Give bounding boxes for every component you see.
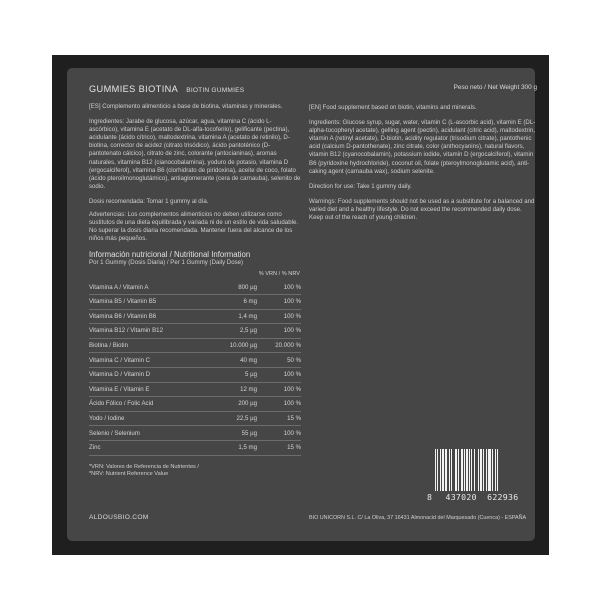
barcode-bar bbox=[466, 449, 468, 491]
nutrition-row bbox=[89, 367, 301, 382]
barcode-bar bbox=[449, 449, 450, 491]
left-column bbox=[89, 84, 301, 478]
nutrient-name: Vitamina B6 / Vitamin B6 bbox=[89, 309, 205, 324]
nutrition-per: Por 1 Gummy (Dosis Diaria) / Per 1 Gummy (Daily Dose) bbox=[89, 259, 244, 267]
es-intro: [ES] Complemento alimenticio a base de biotina, vitaminas y minerales. bbox=[89, 103, 283, 110]
nutrient-quantity: 200 µg bbox=[205, 397, 257, 412]
nutrition-title: Información nutricional / Nutritional Information bbox=[89, 250, 251, 260]
nutrient-vrn: 100 % bbox=[257, 397, 301, 412]
nutrient-vrn: 50 % bbox=[257, 353, 301, 368]
barcode-bar bbox=[440, 449, 441, 491]
es-ingredients: Ingredientes: Jarabe de glucosa, azúcar, agua, vitamina C (ácido L-ascórbico), vitamina E (acetato de DL-alfa-tocoferilo), gelificante (pectina), acidulante (ácido cítrico), maltodextrina, vitamina A (acetato de retinilo), D-biotina, corrector de acidez (citrato trisódico), ácido pantoténico (D-pantotenato cálcico), citrato de zinc, colorante (antocianinas), aromas naturales, vitamina B12 (cianocobalamina), yoduro de potasio, vitamina D (ergocalciferol), vitamina B6 (clorhidrato de piridoxina), aceite de coco, folato (ácido pteroilmonoglutámico), antiaglomerante (cera de carnauba), selenito de sodio. bbox=[89, 118, 301, 190]
nutrient-vrn: 100 % bbox=[257, 426, 301, 441]
barcode-bar bbox=[469, 449, 470, 491]
barcode-bar bbox=[483, 449, 485, 491]
nutrient-vrn: 100 % bbox=[257, 295, 301, 310]
nutrient-vrn: 100 % bbox=[257, 309, 301, 324]
nutrient-vrn: 100 % bbox=[257, 382, 301, 397]
website-link[interactable]: ALDOUSBIO.COM bbox=[89, 514, 149, 521]
nutrition-row bbox=[89, 295, 301, 310]
nutrient-vrn: 15 % bbox=[257, 411, 301, 426]
note-vrn: *VRN: Valores de Referencia de Nutrientes / bbox=[89, 463, 199, 470]
net-weight: Peso neto / Net Weight 300 g bbox=[453, 84, 537, 91]
nutrient-quantity: 5 µg bbox=[205, 367, 257, 382]
nutrient-vrn: 15 % bbox=[257, 440, 301, 455]
note-nrv: *NRV: Nutrient Reference Value bbox=[89, 470, 169, 477]
en-ingredients: Ingredients: Glucose syrup, sugar, water, vitamin C (L-ascorbic acid), vitamin E (DL-alpha-tocopheryl acetate), gelling agent (pectin), acidulant (citric acid), maltodextrin, vitamin A (retinyl acetate), D-biotin, acidity regulator (trisodium citrate), pantothenic acid (calcium D-pantothenate), zinc citrate, color (anthocyanins), natural flavors, vitamin B12 (cyanocobalamin), potassium iodide, vitamin D (ergocalciferol), vitamin B6 (pyridoxine hydrochloride), coconut oil, folate (pteroylmonoglutamic acid), anti-caking agent (carnauba wax), sodium selenite. bbox=[309, 119, 536, 175]
nutrition-row bbox=[89, 324, 301, 339]
barcode-bar bbox=[464, 449, 465, 491]
en-warnings: Warnings: Food supplements should not be used as a substitute for a balanced and varied diet and a healthy lifestyle. Do not exceed the recommended daily dose. Keep out of the reach of young children. bbox=[309, 197, 535, 222]
es-warnings: Advertencias: Los complementos alimenticios no deben utilizarse como sustitutos de una dieta equilibrada y variada ni de un estilo de vida saludable. No superar la dosis diaria recomendada. Mantener fuera del alcance de los niños más pequeños. bbox=[89, 211, 299, 243]
product-label bbox=[67, 68, 535, 541]
nutrition-row bbox=[89, 411, 301, 426]
barcode-bar bbox=[435, 449, 436, 491]
barcode-bar bbox=[442, 449, 445, 491]
nutrient-name: Zinc bbox=[89, 440, 205, 455]
barcode-bar bbox=[455, 449, 457, 491]
barcode-number bbox=[427, 492, 519, 502]
barcode-bar bbox=[474, 449, 475, 491]
nutrient-name: Ácido Fólico / Folic Acid bbox=[89, 397, 205, 412]
nutrition-row bbox=[89, 338, 301, 353]
nutrient-name: Vitamina A / Vitamin A bbox=[89, 280, 205, 294]
barcode-bar bbox=[478, 449, 479, 491]
barcode-bars bbox=[435, 449, 515, 491]
nutrition-row bbox=[89, 440, 301, 455]
nutrition-note bbox=[89, 464, 301, 479]
en-intro: [EN] Food supplement based on biotin, vitamins and minerals. bbox=[309, 104, 477, 111]
nutrient-vrn: 100 % bbox=[257, 324, 301, 339]
en-direction: Direction for use: Take 1 gummy daily. bbox=[309, 182, 412, 190]
nutrient-vrn: 20.000 % bbox=[257, 338, 301, 353]
barcode-bar bbox=[451, 449, 452, 491]
nutrient-name: Selenio / Selenium bbox=[89, 426, 205, 441]
nutrient-vrn: 100 % bbox=[257, 280, 301, 294]
nutrient-quantity: 12 mg bbox=[205, 382, 257, 397]
barcode-bar bbox=[488, 449, 491, 491]
right-column bbox=[309, 84, 537, 229]
barcode-group-1: 437020 bbox=[445, 492, 477, 502]
nutrient-name: Vitamina E / Vitamin E bbox=[89, 382, 205, 397]
barcode-group-2: 622936 bbox=[487, 492, 519, 502]
nutrition-table bbox=[89, 271, 301, 455]
title-line bbox=[89, 84, 301, 94]
nutrition-row bbox=[89, 309, 301, 324]
barcode bbox=[427, 449, 519, 502]
product-subtitle: BIOTIN GUMMIES bbox=[186, 87, 245, 94]
vrn-header: % VRN / % NRV bbox=[258, 271, 300, 278]
barcode-bar bbox=[486, 449, 487, 491]
nutrition-row bbox=[89, 382, 301, 397]
nutrient-quantity: 6 mg bbox=[205, 295, 257, 310]
company-address: BIO UNICORN S.L. C/ La Oliva, 37 16431 Almonacid del Marquesado (Cuenca) - ESPAÑA bbox=[309, 515, 527, 521]
nutrient-quantity: 1,4 mg bbox=[205, 309, 257, 324]
nutrient-quantity: 800 µg bbox=[205, 280, 257, 294]
nutrient-vrn: 100 % bbox=[257, 367, 301, 382]
nutrient-name: Vitamina C / Vitamin C bbox=[89, 353, 205, 368]
nutrient-quantity: 55 µg bbox=[205, 426, 257, 441]
nutrient-quantity: 22,5 µg bbox=[205, 411, 257, 426]
nutrition-row bbox=[89, 397, 301, 412]
nutrient-quantity: 40 mg bbox=[205, 353, 257, 368]
nutrition-row bbox=[89, 426, 301, 441]
nutrition-row bbox=[89, 280, 301, 294]
nutrient-name: Vitamina B5 / Vitamin B5 bbox=[89, 295, 205, 310]
product-title: GUMMIES BIOTINA bbox=[89, 84, 179, 94]
barcode-bar bbox=[445, 449, 447, 491]
nutrient-quantity: 2,5 µg bbox=[205, 324, 257, 339]
barcode-bar bbox=[437, 449, 438, 491]
barcode-bar bbox=[480, 449, 482, 491]
nutrient-name: Biotina / Biotin bbox=[89, 338, 205, 353]
es-dose: Dosis recomendada: Tomar 1 gummy al día. bbox=[89, 197, 209, 205]
nutrition-row bbox=[89, 353, 301, 368]
nutrient-quantity: 1,5 mg bbox=[205, 440, 257, 455]
barcode-bar bbox=[497, 449, 498, 491]
nutrient-name: Vitamina B12 / Vitamin B12 bbox=[89, 324, 205, 339]
barcode-bar bbox=[471, 449, 472, 491]
nutrient-name: Vitamina D / Vitamin D bbox=[89, 367, 205, 382]
barcode-bar bbox=[492, 449, 493, 491]
nutrient-name: Yodo / Iodine bbox=[89, 411, 205, 426]
nutrient-quantity: 10.000 µg bbox=[205, 338, 257, 353]
barcode-bar bbox=[458, 449, 459, 491]
barcode-bar bbox=[495, 449, 496, 491]
barcode-first-digit: 8 bbox=[427, 492, 433, 502]
barcode-bar bbox=[461, 449, 464, 491]
